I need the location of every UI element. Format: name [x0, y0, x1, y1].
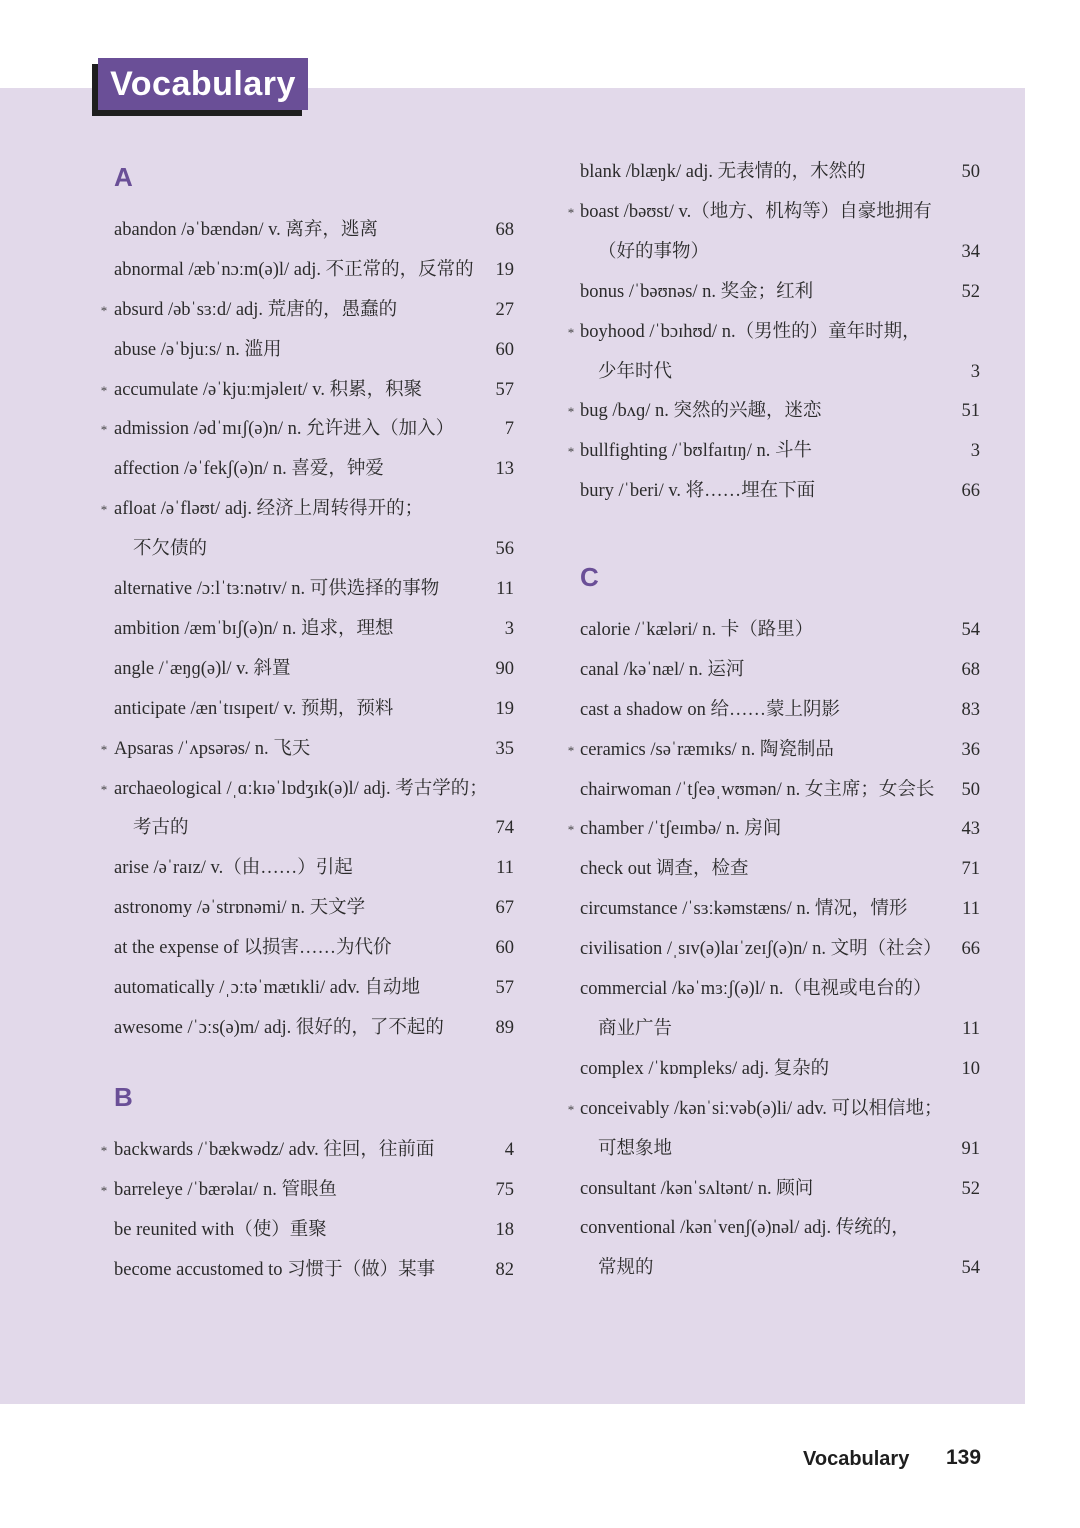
entry-text: canal /kəˈnæl/ n. 运河 [580, 659, 745, 680]
entry-text: abnormal /æbˈnɔːm(ə)l/ adj. 不正常的，反常的 [114, 259, 474, 280]
vocab-entry [0, 690, 1080, 730]
entry-page: 91 [961, 1138, 980, 1159]
entry-page: 34 [961, 241, 980, 262]
section-letter: B [114, 1082, 133, 1112]
vocab-entry [0, 431, 1080, 471]
entry-text: boyhood /ˈbɔɪhʊd/ n.（男性的）童年时期， [580, 321, 921, 342]
entry-page: 82 [495, 1259, 514, 1280]
entry-page: 50 [961, 779, 980, 800]
vocab-entry [0, 352, 1080, 392]
entry-text: circumstance /ˈsɜːkəmstæns/ n. 情况，情形 [580, 899, 908, 920]
entry-text: astronomy /əˈstrɒnəmi/ n. 天文学 [114, 898, 366, 919]
entry-text: abandon /əˈbændən/ v. 离弃，逃离 [114, 219, 378, 240]
vocab-entry [0, 152, 1080, 192]
star-marker-icon: * [567, 324, 575, 340]
entry-page: 35 [495, 738, 514, 759]
vocab-entry [0, 1089, 1080, 1129]
page-title: Vocabulary [98, 58, 308, 110]
footer-label: Vocabulary [803, 1448, 910, 1470]
vocab-entry [0, 1049, 1080, 1089]
entry-text: consultant /kənˈsʌltənt/ n. 顾问 [580, 1178, 814, 1199]
entry-page: 54 [961, 1258, 980, 1279]
entry-page: 66 [961, 481, 980, 502]
entry-page: 56 [495, 539, 514, 560]
vocab-entry [0, 809, 1080, 849]
entry-page: 66 [961, 939, 980, 960]
entry-text: awesome /ˈɔːs(ə)m/ adj. 很好的，了不起的 [114, 1017, 444, 1038]
entry-page: 11 [962, 899, 980, 920]
entry-text: ambition /æmˈbɪʃ(ə)n/ n. 追求，理想 [114, 618, 394, 639]
entry-text: conceivably /kənˈsiːvəb(ə)li/ adv. 可以相信地； [580, 1098, 943, 1119]
star-marker-icon: * [567, 204, 575, 220]
entry-text: absurd /əbˈsɜːd/ adj. 荒唐的，愚蠢的 [114, 299, 398, 320]
star-marker-icon: * [100, 502, 108, 518]
entry-text: barreleye /ˈbærəlaɪ/ n. 管眼鱼 [114, 1179, 337, 1200]
vocab-entry [0, 529, 1080, 569]
entry-text: 少年时代 [598, 361, 673, 382]
entry-text: check out 调查，检查 [580, 859, 749, 880]
vocab-entry [0, 730, 1080, 770]
vocab-entry [0, 610, 1080, 650]
vocab-entry [0, 1009, 1080, 1049]
entry-page: 67 [495, 898, 514, 919]
section-letter: A [114, 162, 133, 192]
vocab-entry [0, 1248, 1080, 1288]
star-marker-icon: * [567, 444, 575, 460]
entry-text: become accustomed to 习惯于（做）某事 [114, 1259, 436, 1280]
entry-page: 50 [961, 162, 980, 182]
entry-text: boast /bəʊst/ v.（地方、机构等）自豪地拥有 [580, 201, 932, 222]
entry-text: backwards /ˈbækwədz/ adv. 往回，往前面 [114, 1139, 435, 1160]
vocab-entry [0, 969, 1080, 1009]
entry-text: bury /ˈberi/ v. 将……埋在下面 [580, 481, 816, 502]
entry-page: 68 [961, 659, 980, 680]
entry-page: 74 [495, 818, 514, 839]
entry-text: abuse /əˈbjuːs/ n. 滥用 [114, 339, 282, 360]
entry-text: at the expense of 以损害……为代价 [114, 938, 392, 959]
entry-page: 3 [970, 361, 980, 382]
entry-page: 27 [495, 299, 514, 320]
section-letter: C [580, 562, 599, 592]
entry-text: Apsaras /ˈʌpsərəs/ n. 飞天 [114, 738, 311, 759]
entry-page: 60 [495, 339, 514, 360]
entry-text: conventional /kənˈvenʃ(ə)nəl/ adj. 传统的， [580, 1218, 910, 1239]
footer-page-number: 139 [946, 1446, 982, 1469]
entry-page: 18 [495, 1219, 514, 1240]
entry-page: 90 [495, 658, 514, 679]
vocab-entry [0, 312, 1080, 352]
vocab-entry [0, 849, 1080, 889]
vocab-entry [0, 1208, 1080, 1248]
entry-page: 13 [495, 459, 514, 480]
vocab-entry [0, 650, 1080, 690]
star-marker-icon: * [100, 781, 108, 797]
entry-page: 11 [962, 1018, 980, 1039]
entry-page: 11 [496, 858, 514, 879]
entry-text: chamber /ˈtʃeɪmbə/ n. 房间 [580, 819, 782, 840]
entry-text: cast a shadow on 给……蒙上阴影 [580, 699, 840, 720]
entry-page: 57 [495, 379, 514, 400]
entry-text: 不欠债的 [133, 539, 208, 560]
entry-text: calorie /ˈkæləri/ n. 卡（路里） [580, 619, 814, 640]
entry-text: archaeological /ˌɑːkɪəˈlɒdʒɪk(ə)l/ adj. 考古学的； [114, 778, 488, 799]
entry-page: 51 [961, 401, 980, 422]
vocab-entry [0, 192, 1080, 232]
star-marker-icon: * [100, 1142, 108, 1158]
entry-page: 75 [495, 1179, 514, 1200]
entry-page: 3 [970, 441, 980, 462]
entry-page: 52 [961, 1178, 980, 1199]
star-marker-icon: * [567, 1101, 575, 1117]
entry-page: 60 [495, 938, 514, 959]
entry-page: 71 [961, 859, 980, 880]
star-marker-icon: * [567, 404, 575, 420]
entry-text: commercial /kəˈmɜːʃ(ə)l/ n.（电视或电台的） [580, 979, 932, 999]
vocab-entry [0, 471, 1080, 511]
star-marker-icon: * [100, 422, 108, 438]
entry-text: anticipate /ænˈtɪsɪpeɪt/ v. 预期，预料 [114, 698, 394, 719]
entry-text: be reunited with（使）重聚 [114, 1219, 327, 1240]
vocab-entry [0, 391, 1080, 431]
entry-text: affection /əˈfekʃ(ə)n/ n. 喜爱，钟爱 [114, 459, 384, 480]
star-marker-icon: * [567, 822, 575, 838]
entry-text: admission /ədˈmɪʃ(ə)n/ n. 允许进入（加入） [114, 419, 455, 440]
entry-text: bonus /ˈbəʊnəs/ n. 奖金；红利 [580, 281, 814, 302]
vocab-entry [0, 1129, 1080, 1169]
vocab-entry [0, 1169, 1080, 1209]
entry-page: 11 [496, 579, 514, 599]
entry-text: ceramics /səˈræmɪks/ n. 陶瓷制品 [580, 739, 834, 760]
entry-page: 3 [504, 618, 514, 639]
entry-text: afloat /əˈfləʊt/ adj. 经济上周转得开的； [114, 499, 424, 520]
star-marker-icon: * [100, 1182, 108, 1198]
vocab-entry [0, 569, 1080, 609]
entry-page: 19 [495, 698, 514, 719]
entry-text: 可想象地 [598, 1138, 673, 1159]
entry-page: 83 [961, 699, 980, 720]
entry-page: 36 [961, 739, 980, 760]
entry-text: 常规的 [598, 1258, 654, 1279]
entry-text: angle /ˈæŋɡ(ə)l/ v. 斜置 [114, 658, 291, 679]
entry-text: bug /bʌɡ/ n. 突然的兴趣，迷恋 [580, 401, 822, 422]
entry-page: 52 [961, 281, 980, 302]
vocab-entry [0, 232, 1080, 272]
entry-text: civilisation /ˌsɪv(ə)laɪˈzeɪʃ(ə)n/ n. 文明（社会） [580, 939, 942, 960]
entry-text: chairwoman /ˈtʃeəˌwʊmən/ n. 女主席；女会长 [580, 779, 935, 800]
entry-page: 10 [961, 1058, 980, 1079]
star-marker-icon: * [100, 382, 108, 398]
entry-text: accumulate /əˈkjuːmjəleɪt/ v. 积累，积聚 [114, 379, 423, 400]
entry-text: alternative /ɔːlˈtɜːnətɪv/ n. 可供选择的事物 [114, 579, 440, 599]
entry-text: complex /ˈkɒmpleks/ adj. 复杂的 [580, 1058, 830, 1079]
entry-text: blank /blæŋk/ adj. 无表情的，木然的 [580, 162, 866, 182]
entry-page: 43 [961, 819, 980, 840]
star-marker-icon: * [567, 742, 575, 758]
star-marker-icon: * [100, 741, 108, 757]
entry-text: 商业广告 [598, 1018, 673, 1039]
entry-text: （好的事物） [598, 241, 710, 262]
entry-page: 68 [495, 219, 514, 240]
vocab-entry [0, 929, 1080, 969]
vocab-entry [0, 272, 1080, 312]
vocab-entry [0, 889, 1080, 929]
vocab-entry [0, 770, 1080, 810]
entry-page: 7 [504, 419, 514, 440]
entry-page: 19 [495, 259, 514, 280]
entry-text: automatically /ˌɔːtəˈmætɪkli/ adv. 自动地 [114, 978, 421, 998]
entry-page: 54 [961, 619, 980, 640]
entry-page: 89 [495, 1017, 514, 1038]
entry-page: 57 [495, 978, 514, 998]
entry-text: arise /əˈraɪz/ v.（由……）引起 [114, 858, 353, 879]
entry-page: 4 [504, 1139, 514, 1160]
entry-text: 考古的 [133, 818, 189, 839]
star-marker-icon: * [100, 302, 108, 318]
entry-text: bullfighting /ˈbʊlfaɪtɪŋ/ n. 斗牛 [580, 441, 813, 462]
